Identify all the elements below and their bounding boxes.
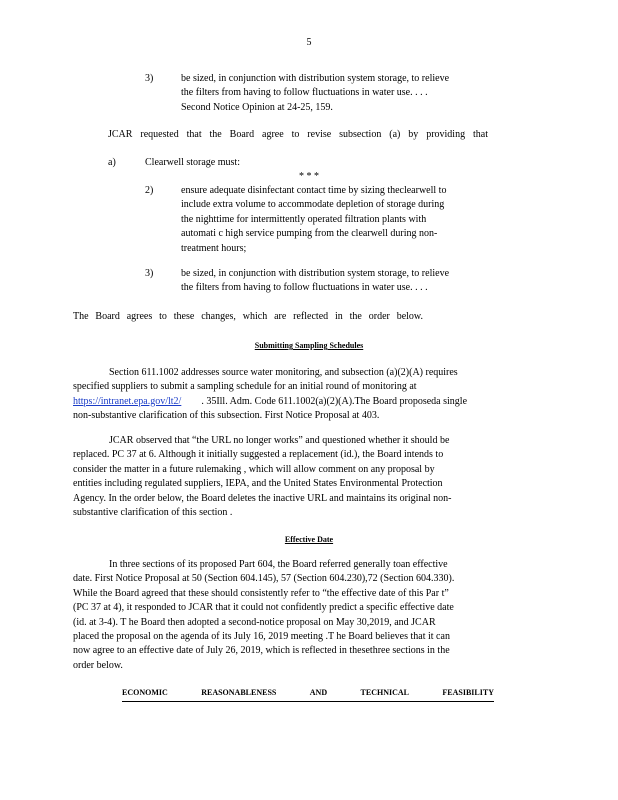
text-line: be sized, in conjunction with distribution system storage, to relieve: [181, 268, 450, 279]
text-line: entities including regulated suppliers, IEPA, and the United States Environmental Protection: [73, 478, 443, 490]
text-line: non-substantive clarification of this subsection. First Notice Proposal at 403.: [73, 410, 380, 422]
list-item-text: [181, 184, 501, 256]
text-line: the filters from having to follow fluctuations in water use. . . .: [181, 87, 428, 99]
text-line: replaced. PC 37 at 6. Although it initially suggested a replacement (id.), the Board intends to: [73, 449, 444, 461]
url-link[interactable]: https://intranet.epa.gov/lt2/: [73, 395, 182, 407]
page-number: 5: [306, 37, 312, 48]
text-line: While the Board agreed that these should consistently refer to “the effective date of this Par t”: [73, 587, 449, 599]
text-line: JCAR observed that “the URL no longer works” and questioned whether it should be: [109, 435, 450, 446]
paragraph: [73, 434, 533, 520]
heading-word: AND: [309, 688, 328, 697]
list-item-text: [181, 267, 501, 296]
text-line: (id. at 3-4). T he Board then adopted a second-notice proposal on May 30,2019, and JCAR: [73, 616, 436, 628]
text-line: the nighttime for intermittently operated filtration plants with: [181, 213, 427, 225]
ellipsis-stars: * * *: [299, 171, 319, 182]
text-line: [73, 395, 533, 409]
text-line: the filters from having to follow fluctuations in water use. . . .: [181, 282, 428, 294]
text-line: Section 611.1002 addresses source water monitoring, and subsection (a)(2)(A) requires: [109, 367, 458, 378]
heading-word: FEASIBILITY: [442, 688, 494, 697]
paragraph: [73, 366, 533, 424]
subsection-text: Clearwell storage must:: [145, 157, 240, 168]
text-line: Second Notice Opinion at 24-25, 159.: [181, 101, 333, 113]
text-line: placed the proposal on the agenda of its July 16, 2019 meeting .T he Board believes that it can: [73, 631, 450, 643]
paragraph: [73, 558, 533, 673]
section-heading: Effective Date: [284, 535, 334, 544]
text-line: consider the matter in a future rulemaking , which will allow comment on any proposal by: [73, 463, 435, 475]
text-line: substantive clarification of this section .: [73, 507, 233, 519]
text-line: be sized, in conjunction with distribution system storage, to relieve: [181, 73, 450, 84]
list-number: 3): [145, 73, 154, 84]
text-line: order below.: [73, 659, 123, 671]
text-line: specified suppliers to submit a sampling schedule for an initial round of monitoring at: [73, 381, 417, 393]
text-line: date. First Notice Proposal at 50 (Section 604.145), 57 (Section 604.230),72 (Section 604.330).: [73, 573, 455, 585]
text-line: treatment hours;: [181, 242, 247, 254]
text-line: (PC 37 at 4), it responded to JCAR that it could not confidently predict a specific effective date: [73, 602, 454, 614]
agreement-sentence: The Board agrees to these changes, which are reflected in the order below.: [73, 311, 423, 322]
text-line: include extra volume to accommodate depletion of storage during: [181, 199, 445, 211]
subsection-label: a): [108, 157, 116, 168]
jcar-request-paragraph: JCAR requested that the Board agree to revise subsection (a) by providing that: [108, 129, 488, 140]
section-heading: Submitting Sampling Schedules: [254, 341, 364, 350]
text-fragment: . 35Ill. Adm. Code 611.1002(a)(2)(A).The Board proposeda single: [201, 395, 468, 407]
text-line: now agree to an effective date of July 26, 2019, which is reflected in thesethree sections in the: [73, 645, 450, 657]
text-line: ensure adequate disinfectant contact time by sizing theclearwell to: [181, 185, 447, 196]
list-number: 2): [145, 185, 154, 196]
section-heading-economic: [122, 686, 494, 702]
heading-word: REASONABLENESS: [201, 688, 277, 697]
heading-word: TECHNICAL: [360, 688, 409, 697]
text-line: automati c high service pumping from the clearwell during non-: [181, 228, 438, 240]
text-line: Agency. In the order below, the Board deletes the inactive URL and maintains its original non-: [73, 492, 452, 504]
list-item-text: [181, 72, 501, 115]
heading-word: ECONOMIC: [122, 688, 168, 697]
text-line: In three sections of its proposed Part 604, the Board referred generally toan effective: [109, 559, 448, 570]
list-number: 3): [145, 268, 154, 279]
